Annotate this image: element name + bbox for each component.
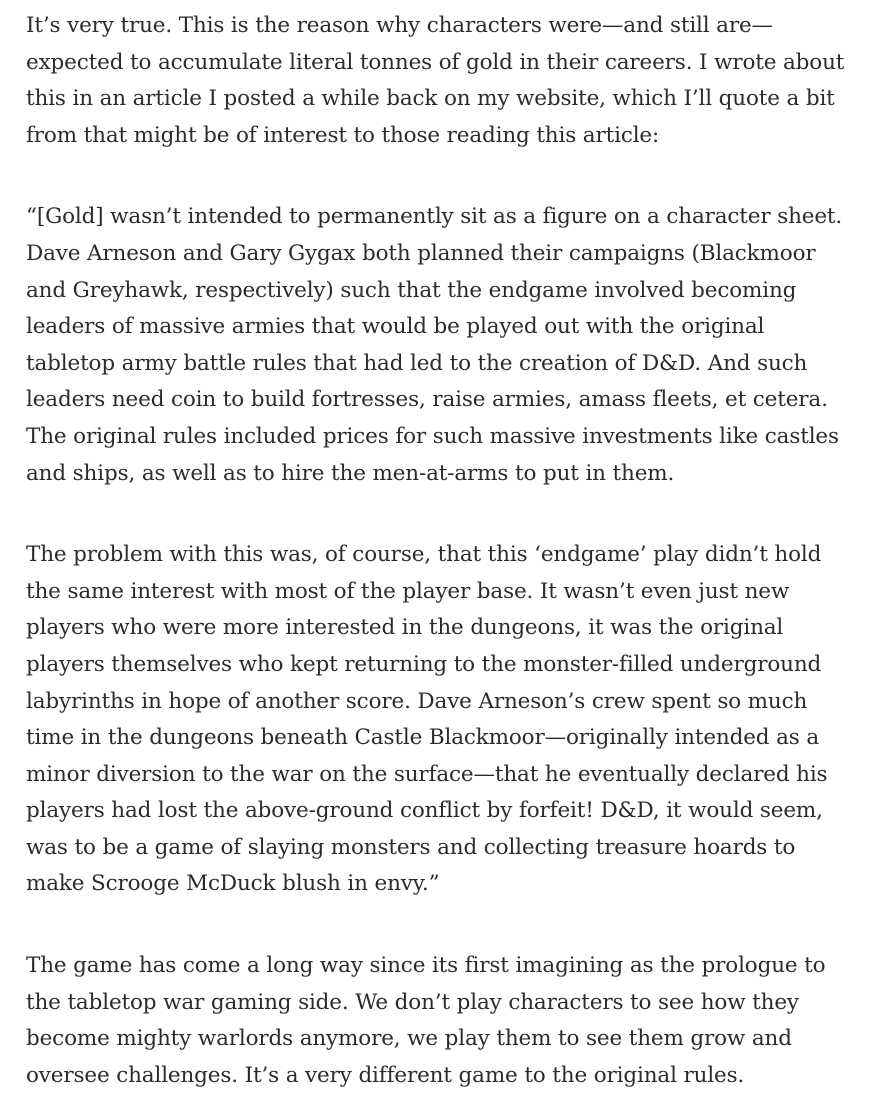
text-line: make Scrooge McDuck blush in envy.” <box>26 871 440 897</box>
text-line: oversee challenges. It’s a very different game to the original rules. <box>26 1062 745 1088</box>
paragraph-conclusion <box>26 948 846 1094</box>
text-line: the same interest with most of the player base. It wasn’t even just new <box>26 578 790 604</box>
text-line: players who were more interested in the dungeons, it was the original <box>26 615 784 641</box>
text-line: become mighty warlords anymore, we play them to see them grow and <box>26 1026 792 1052</box>
article-body <box>26 8 846 1094</box>
text-line: and ships, as well as to hire the men-at-arms to put in them. <box>26 460 675 486</box>
paragraph-quote-problem <box>26 537 846 903</box>
text-line: The original rules included prices for such massive investments like castles <box>26 423 839 449</box>
text-line: tabletop army battle rules that had led to the creation of D&D. And such <box>26 350 808 376</box>
text-line: this in an article I posted a while back on my website, which I’ll quote a bit <box>26 86 835 112</box>
text-line: the tabletop war gaming side. We don’t play characters to see how they <box>26 989 799 1015</box>
text-line: from that might be of interest to those reading this article: <box>26 122 660 148</box>
text-line: was to be a game of slaying monsters and collecting treasure hoards to <box>26 834 796 860</box>
text-line: The game has come a long way since its first imagining as the prologue to <box>26 953 826 979</box>
text-line: Dave Arneson and Gary Gygax both planned their campaigns (Blackmoor <box>26 240 816 266</box>
text-line: “[Gold] wasn’t intended to permanently sit as a figure on a character sheet. <box>26 204 843 230</box>
text-line: players had lost the above-ground conflict by forfeit! D&D, it would seem, <box>26 798 823 824</box>
text-line: The problem with this was, of course, that this ‘endgame’ play didn’t hold <box>26 542 822 568</box>
paragraph-quote-gold <box>26 199 846 492</box>
text-line: labyrinths in hope of another score. Dave Arneson’s crew spent so much <box>26 688 808 714</box>
text-line: and Greyhawk, respectively) such that the endgame involved becoming <box>26 277 797 303</box>
paragraph-intro <box>26 8 846 154</box>
text-line: minor diversion to the war on the surface—that he eventually declared his <box>26 761 828 787</box>
text-line: leaders of massive armies that would be played out with the original <box>26 314 765 340</box>
text-line: time in the dungeons beneath Castle Blackmoor—originally intended as a <box>26 725 820 751</box>
text-line: players themselves who kept returning to the monster-filled underground <box>26 651 822 677</box>
text-line: expected to accumulate literal tonnes of gold in their careers. I wrote about <box>26 49 845 75</box>
text-line: leaders need coin to build fortresses, raise armies, amass fleets, et cetera. <box>26 387 828 413</box>
text-line: It’s very true. This is the reason why characters were—and still are— <box>26 13 773 38</box>
